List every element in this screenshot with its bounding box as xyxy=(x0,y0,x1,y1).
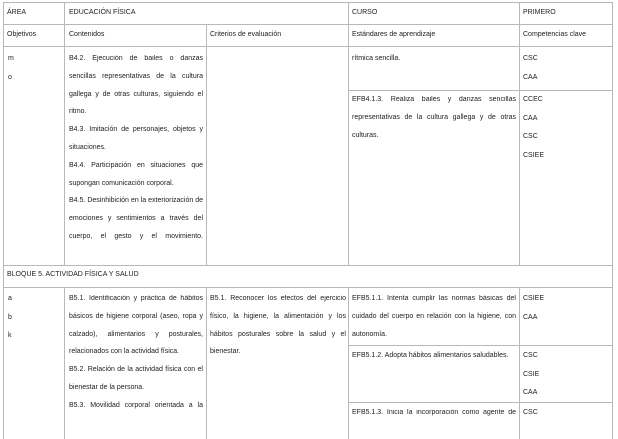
criteria-line: bienestar. xyxy=(210,348,241,356)
standard-line: autonomía. xyxy=(352,330,388,338)
objective-code: o xyxy=(8,73,12,81)
column-divider xyxy=(64,287,65,439)
content-line: B4.2. Ejecución de bailes o danzas xyxy=(69,55,203,62)
table-border-top xyxy=(3,2,612,3)
content-line: B5.1. Identificación y práctica de hábitos xyxy=(69,295,203,302)
competences-list xyxy=(523,96,544,170)
competence-code: CAA xyxy=(523,313,538,321)
content-line: relacionados con la actividad física. xyxy=(69,348,180,356)
standard-line: representativas de la cultura gallega y de otras xyxy=(352,113,516,121)
content-line: B4.3. Imitación de personajes, objetos y xyxy=(69,126,203,134)
row-divider xyxy=(3,24,612,25)
standard-text xyxy=(352,96,516,149)
block5-criteria xyxy=(210,295,346,366)
row-divider xyxy=(348,90,612,91)
column-divider xyxy=(64,2,65,24)
content-line: emociones y sentimientos a través del xyxy=(69,215,203,223)
standard-line: EFB5.1.1. Intenta cumplir las normas básicas del xyxy=(352,295,516,302)
competence-code: CSIE xyxy=(523,370,540,378)
column-header-objectives: Objetivos xyxy=(7,31,37,38)
competence-code: CSC xyxy=(523,55,538,62)
column-divider xyxy=(206,24,207,265)
row-divider xyxy=(3,287,612,288)
competence-code: CSC xyxy=(523,409,538,416)
column-header-contents: Contenidos xyxy=(69,31,105,38)
objective-code: a xyxy=(8,295,12,302)
block4-contents xyxy=(69,55,203,251)
area-label: ÁREA xyxy=(7,9,27,16)
content-line: B5.2. Relación de la actividad física con el xyxy=(69,366,203,374)
objective-code: m xyxy=(8,55,14,62)
standard-text: rítmica sencilla. xyxy=(352,55,401,62)
competence-code: CAA xyxy=(523,114,538,122)
column-divider xyxy=(519,287,520,439)
block5-contents xyxy=(69,295,203,420)
column-header-standards: Estándares de aprendizaje xyxy=(352,31,436,38)
content-line: supongan comunicación corporal. xyxy=(69,179,174,187)
standard-line: cuidado del cuerpo en relación con la higiene, con xyxy=(352,312,516,320)
block4-objectives-list xyxy=(8,55,14,92)
competence-code: CSC xyxy=(523,133,538,140)
competence-code: CCEC xyxy=(523,96,543,103)
objective-code: b xyxy=(8,313,12,321)
competence-code: CSIEE xyxy=(523,151,545,159)
block5-objectives-list xyxy=(8,295,12,351)
competence-code: CAA xyxy=(523,389,538,396)
competences-list xyxy=(523,352,539,408)
column-divider xyxy=(64,24,65,265)
competence-code: CSC xyxy=(523,352,538,359)
objective-code: k xyxy=(8,332,12,339)
content-line: situaciones. xyxy=(69,143,106,151)
column-header-criteria: Criterios de evaluación xyxy=(210,31,282,38)
content-line: calzado), alimentarios y posturales, xyxy=(69,330,203,338)
criteria-line: B5.1. Reconocer los efectos del ejercicio xyxy=(210,295,346,302)
column-divider xyxy=(348,2,349,265)
content-line: B4.5. Desinhibición en la exteriorización de xyxy=(69,197,203,205)
block5-title: BLOQUE 5. ACTIVIDAD FÍSICA Y SALUD xyxy=(7,271,139,278)
standard-text xyxy=(352,295,516,348)
column-divider xyxy=(519,2,520,265)
competences-list xyxy=(523,55,538,92)
standard-text: EFB5.1.2. Adopta hábitos alimentarios saludables. xyxy=(352,352,509,359)
course-value: PRIMERO xyxy=(523,9,556,16)
course-label: CURSO xyxy=(352,9,378,16)
competences-list xyxy=(523,295,544,332)
row-divider xyxy=(3,46,612,47)
content-line: sencillas representativas de la cultura xyxy=(69,72,203,80)
criteria-line: físico, la higiene, la alimentación y los xyxy=(210,312,346,320)
content-line: bienestar de la persona. xyxy=(69,383,145,391)
content-line: cuerpo, el gesto y el movimiento. xyxy=(69,232,203,240)
content-line: ritmo. xyxy=(69,108,87,116)
content-line: gallega y de otras culturas, siguiendo el xyxy=(69,90,203,98)
standard-text xyxy=(352,409,516,427)
column-divider xyxy=(206,287,207,439)
table-border-right xyxy=(612,2,613,439)
standard-line: EFB4.1.3. Realiza bailes y danzas sencillas xyxy=(352,96,516,103)
row-divider xyxy=(348,402,612,403)
row-divider xyxy=(3,265,612,266)
criteria-line: hábitos posturales sobre la salud y el xyxy=(210,330,346,338)
column-header-competences: Competencias clave xyxy=(523,31,587,38)
competence-code: CAA xyxy=(523,73,538,81)
curriculum-table xyxy=(3,2,613,439)
content-line: básicos de higiene corporal (aseo, ropa y xyxy=(69,312,203,320)
column-divider xyxy=(348,287,349,439)
content-line: B4.4. Participación en situaciones que xyxy=(69,161,203,169)
competence-code: CSIEE xyxy=(523,295,545,302)
standard-line: EFB5.1.3. Inicia la incorporación como agente de xyxy=(352,409,516,416)
table-border-left xyxy=(3,2,4,439)
competences-list xyxy=(523,409,538,428)
standard-line: culturas. xyxy=(352,131,379,139)
subject-title: EDUCACIÓN FÍSICA xyxy=(69,9,136,16)
content-line: B5.3. Movilidad corporal orientada a la xyxy=(69,401,203,409)
